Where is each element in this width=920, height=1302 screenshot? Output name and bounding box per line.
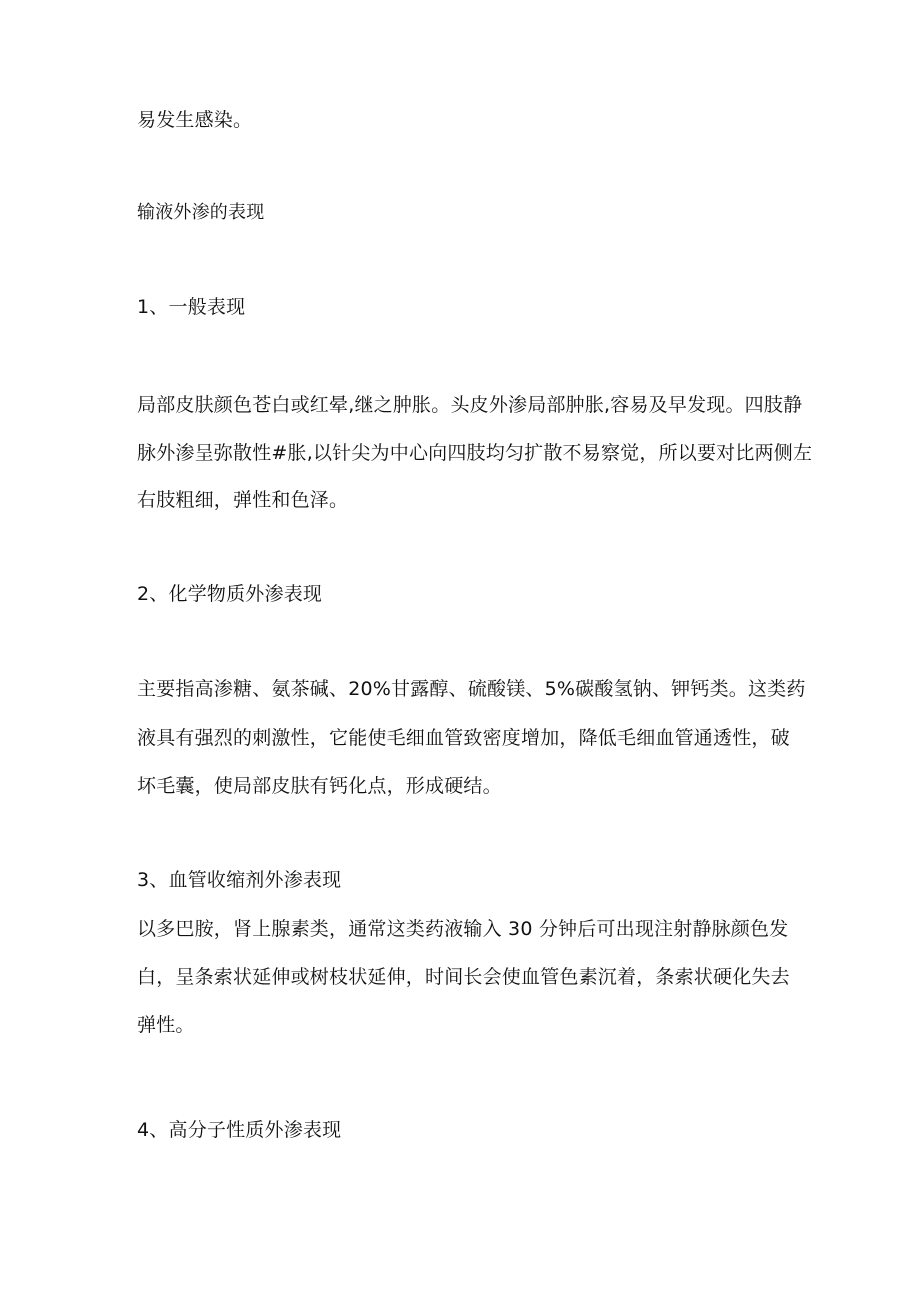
paragraph-line: 白，呈条索状延伸或树枝状延伸，时间长会使血管色素沉着，条索状硬化失去 (137, 966, 790, 988)
paragraph-line: 主要指高渗糖、氨茶碱、20%甘露醇、硫酸镁、5%碳酸氢钠、钾钙类。这类药 (137, 678, 806, 700)
paragraph-line: 以多巴胺，肾上腺素类，通常这类药液输入 30 分钟后可出现注射静脉颜色发 (137, 918, 789, 940)
section-heading: 4、高分子性质外渗表现 (137, 1119, 342, 1141)
paragraph-line: 弹性。 (137, 1014, 195, 1036)
section-heading: 3、血管收缩剂外渗表现 (137, 869, 342, 891)
section-heading: 1、一般表现 (137, 296, 246, 318)
paragraph-line: 脉外渗呈弥散性#胀,以针尖为中心向四肢均匀扩散不易察觉，所以要对比两侧左 (137, 442, 813, 464)
paragraph-line: 坏毛囊，使局部皮肤有钙化点，形成硬结。 (137, 775, 502, 797)
text-line: 易发生感染。 (137, 109, 253, 131)
paragraph-line: 右肢粗细，弹性和色泽。 (137, 489, 349, 511)
paragraph-line: 局部皮肤颜色苍白或红晕,继之肿胀。头皮外渗局部肿胀,容易及早发现。四肢静 (137, 394, 803, 416)
paragraph-line: 液具有强烈的刺激性，它能使毛细血管致密度增加，降低毛细血管通透性，破 (137, 727, 790, 749)
section-title: 输液外渗的表现 (137, 202, 265, 223)
section-heading: 2、化学物质外渗表现 (137, 583, 323, 605)
